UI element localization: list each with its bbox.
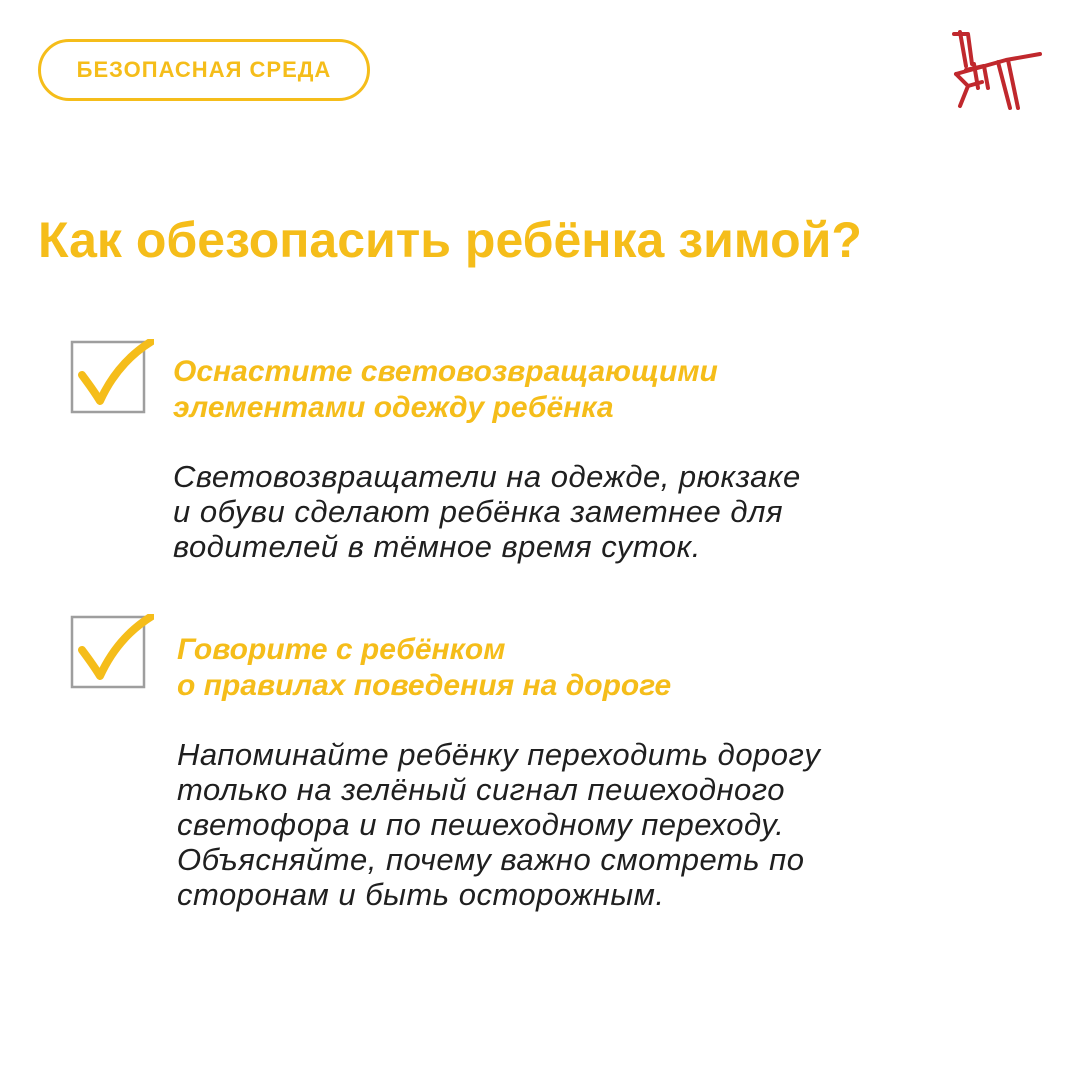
item-1-text-line-3: водителей в тёмное время суток. bbox=[173, 529, 701, 564]
item-1-title-line-2: элементами одежду ребёнка bbox=[173, 391, 614, 424]
item-1-text-line-2: и обуви сделают ребёнка заметнее для bbox=[173, 494, 784, 529]
item-1-text bbox=[173, 459, 801, 564]
checkbox-checked-icon bbox=[70, 614, 154, 690]
item-1-text-line-1: Световозвращатели на одежде, рюкзаке bbox=[173, 459, 801, 494]
category-tag-label: БЕЗОПАСНАЯ СРЕДА bbox=[76, 57, 332, 82]
category-tag bbox=[38, 39, 370, 101]
item-2-text bbox=[177, 737, 820, 912]
checkbox-checked-icon bbox=[70, 339, 154, 415]
item-2-text-line-1: Напоминайте ребёнку переходить дорогу bbox=[177, 737, 821, 772]
horse-logo-icon bbox=[948, 30, 1044, 112]
page-title: Как обезопасить ребёнка зимой? bbox=[38, 212, 862, 268]
item-2-title-line-2: о правилах поведения на дороге bbox=[177, 669, 672, 702]
item-2-title-line-1: Говорите с ребёнком bbox=[177, 633, 506, 666]
item-2-text-line-4: Объясняйте, почему важно смотреть по bbox=[177, 842, 805, 877]
item-2-title bbox=[177, 632, 671, 704]
item-2-text-line-5: сторонам и быть осторожным. bbox=[177, 877, 665, 912]
item-1-title-line-1: Оснастите световозвращающими bbox=[173, 355, 718, 388]
item-2-text-line-2: только на зелёный сигнал пешеходного bbox=[177, 772, 785, 807]
item-2-text-line-3: светофора и по пешеходному переходу. bbox=[177, 807, 785, 842]
item-1-title bbox=[173, 354, 718, 426]
